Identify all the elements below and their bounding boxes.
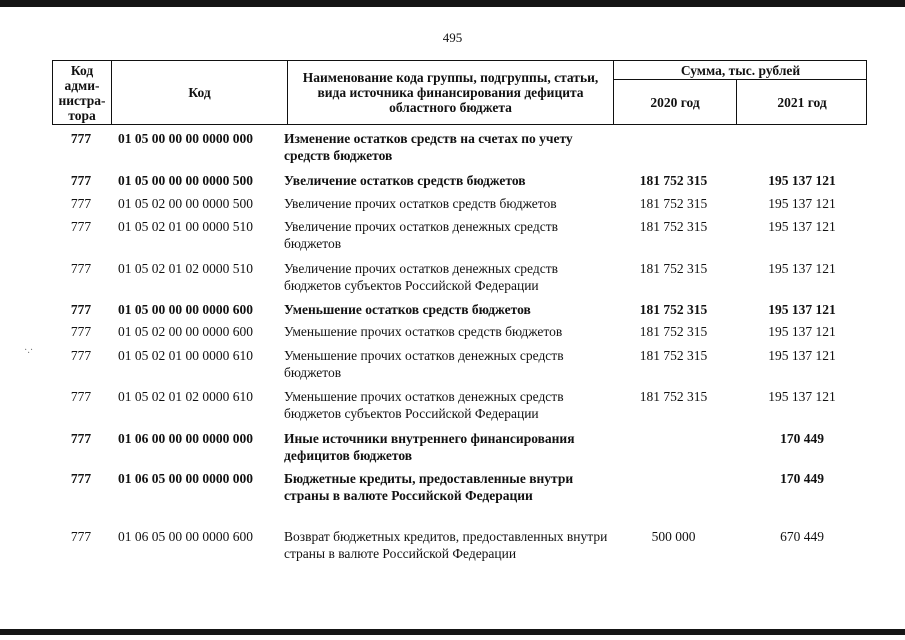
cell-name: Уменьшение прочих остатков средств бюджетов xyxy=(284,324,563,339)
cell-name: Бюджетные кредиты, предоставленные внутри страны в валюте Российской Федерации xyxy=(284,471,574,503)
cell-name: Увеличение остатков средств бюджетов xyxy=(284,173,526,188)
cell-2020: 181 752 315 xyxy=(639,261,708,276)
cell-2021: 170 449 xyxy=(780,471,824,486)
cell-code: 01 06 05 00 00 0000 000 xyxy=(118,471,253,486)
cell-2021: 195 137 121 xyxy=(768,173,836,188)
bottom-border xyxy=(0,629,905,635)
scan-speck: ·.· xyxy=(24,345,34,356)
header-admin-code: Код адми-нистра-тора xyxy=(58,62,106,123)
cell-admin-code: 777 xyxy=(70,219,92,234)
cell-admin-code: 777 xyxy=(70,471,92,486)
cell-2021: 670 449 xyxy=(780,529,824,544)
page-number: 495 xyxy=(442,30,463,45)
cell-2020: 181 752 315 xyxy=(639,219,708,234)
cell-2021: 195 137 121 xyxy=(768,348,836,363)
cell-admin-code: 777 xyxy=(70,261,92,276)
cell-2021: 195 137 121 xyxy=(768,196,836,211)
cell-2020: 181 752 315 xyxy=(639,302,708,317)
cell-2020: 500 000 xyxy=(651,529,696,544)
cell-2020: 181 752 315 xyxy=(639,348,708,363)
cell-2021: 195 137 121 xyxy=(768,389,836,404)
cell-code: 01 05 02 01 00 0000 610 xyxy=(118,348,253,363)
cell-admin-code: 777 xyxy=(70,324,92,339)
cell-2021: 170 449 xyxy=(780,431,824,446)
header-year-2020: 2020 год xyxy=(650,94,700,110)
cell-admin-code: 777 xyxy=(70,302,92,317)
cell-2021: 195 137 121 xyxy=(768,261,836,276)
header-code: Код xyxy=(188,85,211,100)
cell-admin-code: 777 xyxy=(70,173,92,188)
cell-name: Уменьшение прочих остатков денежных средств бюджетов xyxy=(284,348,564,380)
cell-2020: 181 752 315 xyxy=(639,196,708,211)
cell-admin-code: 777 xyxy=(70,529,92,544)
cell-name: Увеличение прочих остатков денежных средств бюджетов xyxy=(284,219,558,251)
cell-code: 01 05 02 01 02 0000 510 xyxy=(118,261,253,276)
cell-code: 01 05 02 01 00 0000 510 xyxy=(118,219,253,234)
cell-code: 01 05 02 00 00 0000 600 xyxy=(118,324,253,339)
cell-admin-code: 777 xyxy=(70,431,92,446)
cell-name: Увеличение прочих остатков средств бюджетов xyxy=(284,196,557,211)
cell-2021: 195 137 121 xyxy=(768,324,836,339)
cell-2020: 181 752 315 xyxy=(639,173,708,188)
table-header xyxy=(52,60,867,125)
cell-code: 01 05 00 00 00 0000 600 xyxy=(118,302,253,317)
cell-2020: 181 752 315 xyxy=(639,324,708,339)
cell-name: Возврат бюджетных кредитов, предоставленных внутри страны в валюте Российской Федерации xyxy=(284,529,608,561)
cell-2021: 195 137 121 xyxy=(768,302,836,317)
cell-code: 01 05 02 00 00 0000 500 xyxy=(118,196,253,211)
cell-code: 01 06 05 00 00 0000 600 xyxy=(118,529,253,544)
cell-code: 01 06 00 00 00 0000 000 xyxy=(118,431,253,446)
cell-code: 01 05 00 00 00 0000 000 xyxy=(118,131,253,146)
cell-name: Уменьшение остатков средств бюджетов xyxy=(284,302,531,317)
cell-admin-code: 777 xyxy=(70,196,92,211)
cell-2021: 195 137 121 xyxy=(768,219,836,234)
header-name: Наименование кода группы, подгруппы, статьи, вида источника финансирования дефицита областного бюджета xyxy=(302,70,599,115)
top-border xyxy=(0,0,905,7)
cell-2020: 181 752 315 xyxy=(639,389,708,404)
cell-admin-code: 777 xyxy=(70,348,92,363)
cell-name: Изменение остатков средств на счетах по учету средств бюджетов xyxy=(284,131,573,163)
cell-name: Уменьшение прочих остатков денежных средств бюджетов субъектов Российской Федерации xyxy=(284,389,564,421)
cell-admin-code: 777 xyxy=(70,131,92,146)
header-sum: Сумма, тыс. рублей xyxy=(680,62,801,78)
cell-name: Увеличение прочих остатков денежных средств бюджетов субъектов Российской Федерации xyxy=(284,261,558,293)
cell-code: 01 05 02 01 02 0000 610 xyxy=(118,389,253,404)
cell-admin-code: 777 xyxy=(70,389,92,404)
cell-code: 01 05 00 00 00 0000 500 xyxy=(118,173,253,188)
cell-name: Иные источники внутреннего финансирования дефицитов бюджетов xyxy=(284,431,575,463)
header-year-2021: 2021 год xyxy=(777,94,827,110)
